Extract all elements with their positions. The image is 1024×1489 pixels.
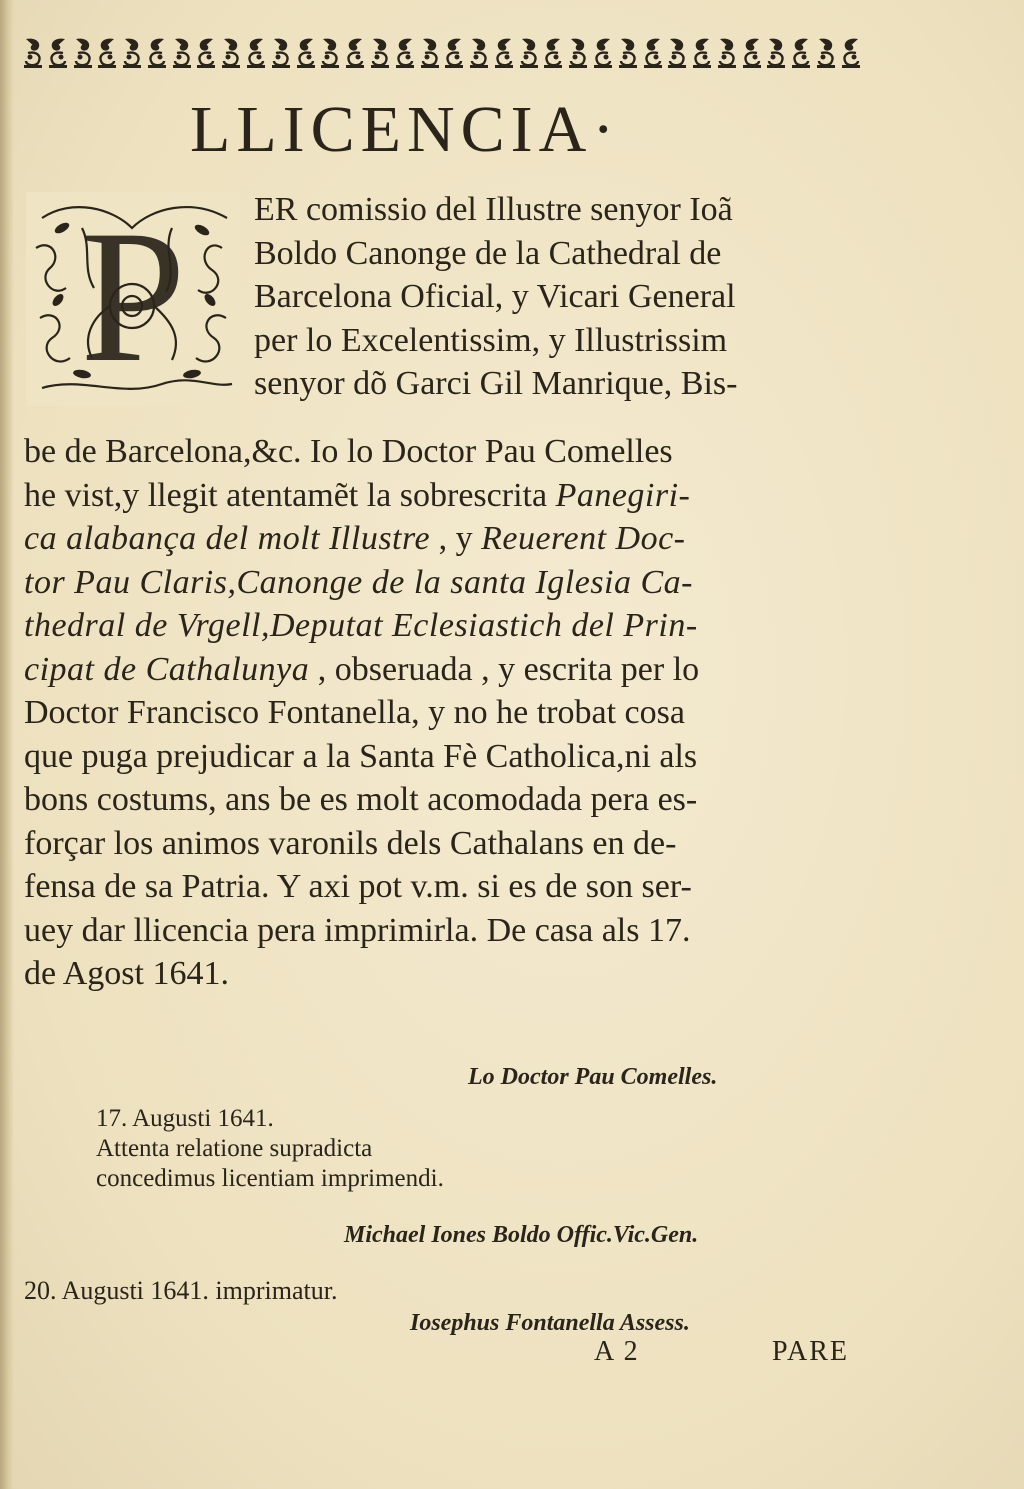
- italic-title-run: cipat de Cathalunya: [24, 650, 310, 688]
- ornament-fleuron-icon: [691, 35, 713, 69]
- approval-line: concedimus licentiam imprimendi.: [96, 1165, 444, 1192]
- italic-title-run: Reuerent Doc-: [481, 520, 686, 557]
- text-line: forçar los animos varonils dels Cathalans en de-: [24, 824, 677, 862]
- text-line: [24, 648, 699, 692]
- text-line: [24, 517, 699, 561]
- ornament-fleuron-icon: [567, 35, 589, 69]
- ornament-fleuron-icon: [419, 35, 441, 69]
- ornament-fleuron-icon: [790, 35, 812, 69]
- text-run: , obseruada , y escrita per lo: [309, 650, 700, 688]
- page-heading: LLICENCIA·: [190, 93, 621, 166]
- signature-comelles: Lo Doctor Pau Comelles.: [468, 1064, 718, 1090]
- text-line: ER comissio del Illustre senyor Ioã: [254, 191, 733, 228]
- text-line: be de Barcelona,&c. Io lo Doctor Pau Comelles: [24, 433, 673, 470]
- page-gutter: [0, 0, 14, 1489]
- ornament-fleuron-icon: [815, 35, 837, 69]
- text-line: bons costums, ans be es molt acomodada pera es-: [24, 781, 698, 818]
- ornament-fleuron-icon: [96, 35, 118, 69]
- ornament-fleuron-icon: [22, 35, 44, 69]
- ornament-fleuron-icon: [171, 35, 193, 69]
- ornament-fleuron-icon: [518, 35, 540, 69]
- ornament-fleuron-icon: [295, 35, 317, 69]
- initial-letter: P: [80, 192, 186, 402]
- ornament-fleuron-icon: [765, 35, 787, 69]
- imprimatur-line: 20. Augusti 1641. imprimatur.: [24, 1276, 338, 1305]
- paragraph-opening: [254, 188, 737, 406]
- text-line: senyor dõ Garci Gil Manrique, Bis-: [254, 365, 738, 402]
- text-line: [24, 474, 699, 518]
- decorated-initial: [22, 188, 244, 410]
- ornament-fleuron-icon: [220, 35, 242, 69]
- ornament-fleuron-icon: [716, 35, 738, 69]
- text-line: per lo Excelentissim, y Illustrissim: [254, 321, 728, 359]
- ornament-fleuron-icon: [319, 35, 341, 69]
- signature-mark: A 2: [594, 1336, 640, 1367]
- ornament-fleuron-icon: [394, 35, 416, 69]
- ornament-fleuron-icon: [617, 35, 639, 69]
- text-line: fensa de sa Patria. Y axi pot v.m. si es de son ser-: [24, 868, 692, 905]
- ornament-fleuron-icon: [542, 35, 564, 69]
- text-line: thedral de Vrgell,Deputat Eclesiastich del Prin-: [24, 607, 698, 644]
- ornament-fleuron-icon: [369, 35, 391, 69]
- approval-block: [96, 1104, 444, 1194]
- text-run: , y: [430, 520, 482, 557]
- approval-line: Attenta relatione supradicta: [96, 1135, 373, 1162]
- text-line: que puga prejudicar a la Santa Fè Catholica,ni als: [24, 737, 698, 775]
- ornament-fleuron-icon: [121, 35, 143, 69]
- ornament-fleuron-icon: [666, 35, 688, 69]
- ornament-fleuron-icon: [270, 35, 292, 69]
- ornament-fleuron-icon: [47, 35, 69, 69]
- signature-fontanella: Iosephus Fontanella Assess.: [410, 1310, 690, 1336]
- ornament-fleuron-icon: [443, 35, 465, 69]
- ornament-fleuron-icon: [493, 35, 515, 69]
- italic-title-run: ca alabança del molt Illustre: [24, 520, 431, 557]
- ornament-fleuron-icon: [344, 35, 366, 69]
- ornament-fleuron-icon: [468, 35, 490, 69]
- text-line: Doctor Francisco Fontanella, y no he trobat cosa: [24, 694, 685, 731]
- ornament-fleuron-icon: [741, 35, 763, 69]
- text-line: uey dar llicencia pera imprimirla. De casa als 17.: [24, 911, 691, 949]
- text-line: de Agost 1641.: [24, 955, 229, 992]
- ornament-fleuron-icon: [642, 35, 664, 69]
- approval-line: 17. Augusti 1641.: [96, 1105, 274, 1132]
- italic-title-run: Panegiri-: [555, 476, 691, 514]
- ornament-fleuron-icon: [840, 35, 862, 69]
- paragraph-body: [24, 430, 699, 996]
- ornament-fleuron-icon: [195, 35, 217, 69]
- text-line: tor Pau Claris,Canonge de la santa Iglesia Ca-: [24, 563, 693, 601]
- ornament-fleuron-icon: [592, 35, 614, 69]
- catchword: PARE: [772, 1336, 850, 1367]
- ornament-fleuron-icon: [146, 35, 168, 69]
- text-line: Barcelona Oficial, y Vicari General: [254, 278, 736, 315]
- ornament-fleuron-icon: [72, 35, 94, 69]
- ornament-border: [22, 30, 862, 74]
- text-line: Boldo Canonge de la Cathedral de: [254, 234, 722, 272]
- signature-boldo: Michael Iones Boldo Offic.Vic.Gen.: [344, 1222, 699, 1248]
- ornament-fleuron-icon: [245, 35, 267, 69]
- text-run: he vist,y llegit atentamẽt la sobrescrita: [24, 476, 556, 514]
